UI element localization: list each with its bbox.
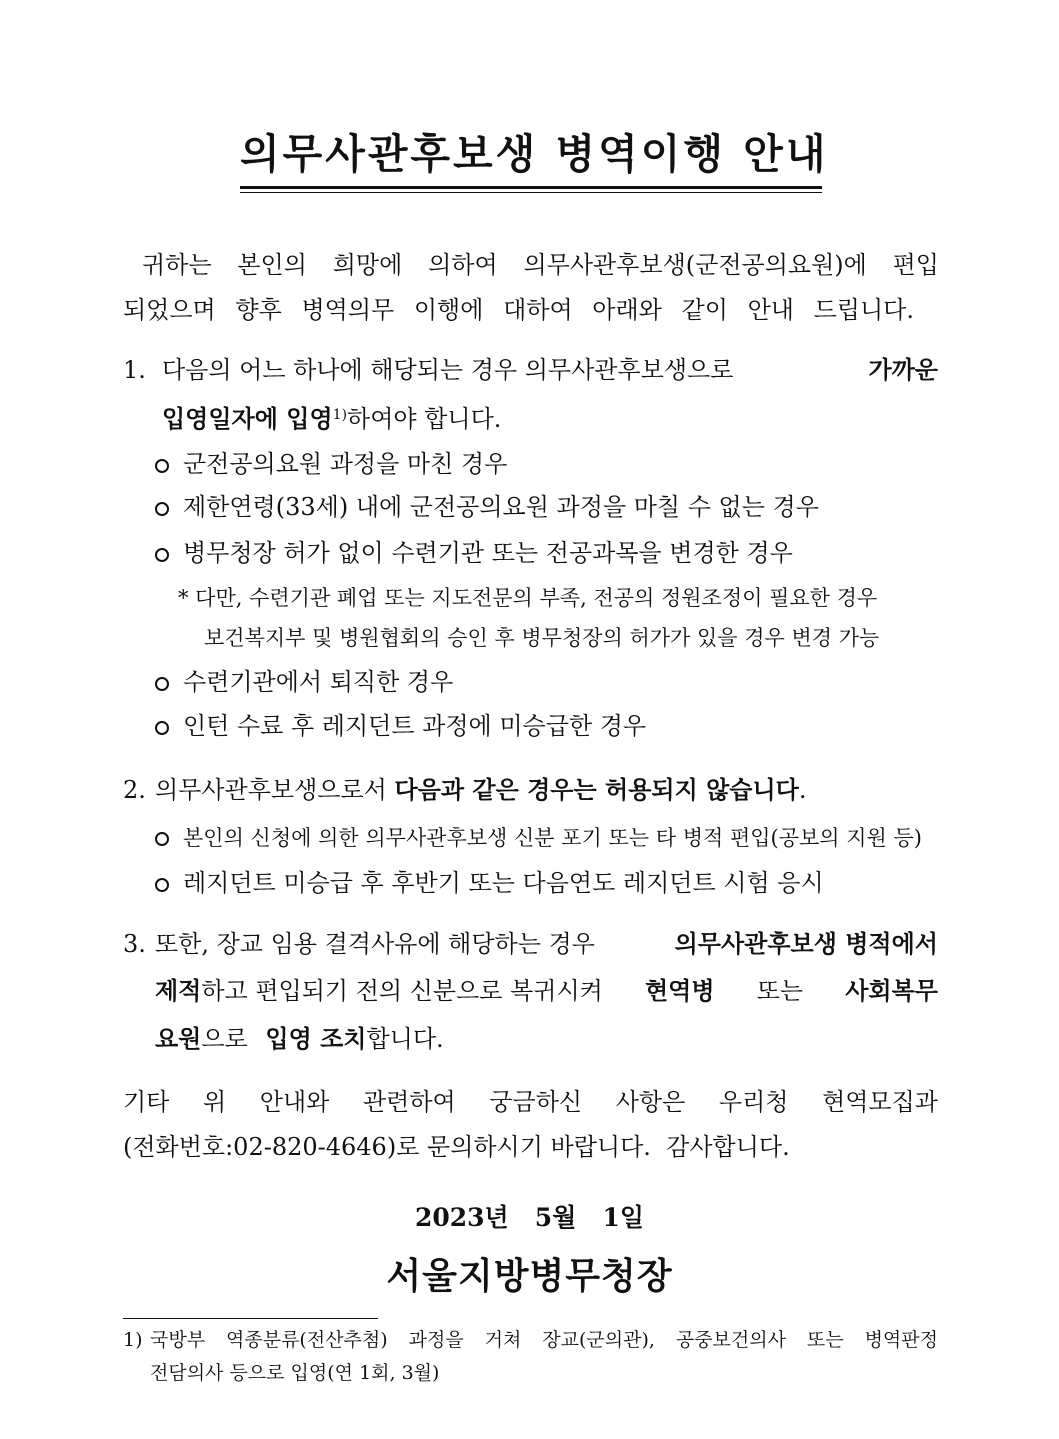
section-3-number: 3. — [123, 930, 146, 958]
circle-bullet-icon — [155, 502, 169, 516]
circle-bullet-icon — [155, 459, 169, 473]
section-3-line-1 — [155, 927, 938, 961]
title-underline — [240, 186, 822, 189]
footnote-divider — [123, 1318, 378, 1319]
footnote-line-2: 전담의사 등으로 입영(연 1회, 3월) — [150, 1362, 440, 1384]
circle-bullet-icon — [155, 677, 169, 691]
closing-line-1: 기타 위 안내와 관련하여 궁금하신 사항은 우리청 현역모집과 — [123, 1088, 938, 1116]
circle-bullet-icon — [155, 878, 169, 892]
section-1-line-1 — [162, 353, 938, 387]
section-1-text: 다음의 어느 하나에 해당되는 경우 의무사관후보생으로 — [162, 356, 734, 384]
section-1-item: 제한연령(33세) 내에 군전공의요원 과정을 마칠 수 없는 경우 — [155, 490, 819, 524]
section-2-item: 본인의 신청에 의한 의무사관후보생 신분 포기 또는 타 병적 편입(공보의 지원 등) — [155, 820, 922, 854]
document-title-block — [240, 126, 829, 182]
section-3-line-3: 요원으로 입영 조치합니다. — [155, 1025, 444, 1053]
intro-line-2: 되었으며 향후 병역의무 이행에 대하여 아래와 같이 안내 드립니다. — [123, 296, 914, 324]
section-1-item: 수련기관에서 퇴직한 경우 — [155, 665, 453, 699]
section-2-text: 의무사관후보생으로서 — [155, 776, 387, 804]
section-3-emphasis: 의무사관후보생 병적에서 — [674, 930, 938, 958]
section-1-note-line-2: 보건복지부 및 병원협회의 승인 후 병무청장의 허가가 있을 경우 변경 가능 — [204, 626, 880, 650]
circle-bullet-icon — [155, 721, 169, 735]
section-1-item: 군전공의요원 과정을 마친 경우 — [155, 447, 507, 481]
closing-line-2: (전화번호:02-820-4646)로 문의하시기 바랍니다. 감사합니다. — [123, 1133, 790, 1161]
section-2-emphasis: 다음과 같은 경우는 허용되지 않습니다 — [394, 776, 799, 804]
section-1-emphasis-2: 입영일자에 입영 — [162, 405, 333, 433]
section-1-line-2 — [162, 398, 501, 436]
intro-line-1: 귀하는 본인의 희망에 의하여 의무사관후보생(군전공의요원)에 편입 — [142, 251, 939, 279]
footnote-marker: 1) — [123, 1329, 143, 1351]
issue-date: 2023년 5월 1일 — [414, 1203, 645, 1232]
footnote-line-1: 국방부 역종분류(전산추첨) 과정을 거쳐 장교(군의관), 공중보건의사 또는 병역판정 — [150, 1329, 938, 1351]
circle-bullet-icon — [155, 548, 169, 562]
footnote-ref: 1) — [332, 407, 348, 423]
issuer-name: 서울지방병무청장 — [386, 1255, 673, 1297]
section-2-number: 2. — [123, 776, 146, 804]
section-3-line-2: 제적하고 편입되기 전의 신분으로 복귀시켜 현역병 또는 사회복무 — [155, 977, 938, 1005]
section-1-text-2: 하여야 합니다. — [347, 405, 502, 433]
section-1-item: 인턴 수료 후 레지던트 과정에 미승급한 경우 — [155, 709, 646, 743]
title-underline-thin — [240, 192, 822, 193]
section-1-number: 1. — [123, 356, 146, 384]
section-2-item: 레지던트 미승급 후 후반기 또는 다음연도 레지던트 시험 응시 — [155, 866, 824, 900]
document-title: 의무사관후보생 병역이행 안내 — [240, 130, 829, 178]
section-3-text: 또한, 장교 임용 결격사유에 해당하는 경우 — [155, 930, 595, 958]
section-2-line: 의무사관후보생으로서 다음과 같은 경우는 허용되지 않습니다. — [155, 776, 807, 804]
section-1-emphasis: 가까운 — [868, 356, 938, 384]
circle-bullet-icon — [155, 832, 169, 846]
section-1-note-line-1: * 다만, 수련기관 폐업 또는 지도전문의 부족, 전공의 정원조정이 필요한 경우 — [178, 586, 878, 610]
section-1-item: 병무청장 허가 없이 수련기관 또는 전공과목을 변경한 경우 — [155, 536, 793, 570]
